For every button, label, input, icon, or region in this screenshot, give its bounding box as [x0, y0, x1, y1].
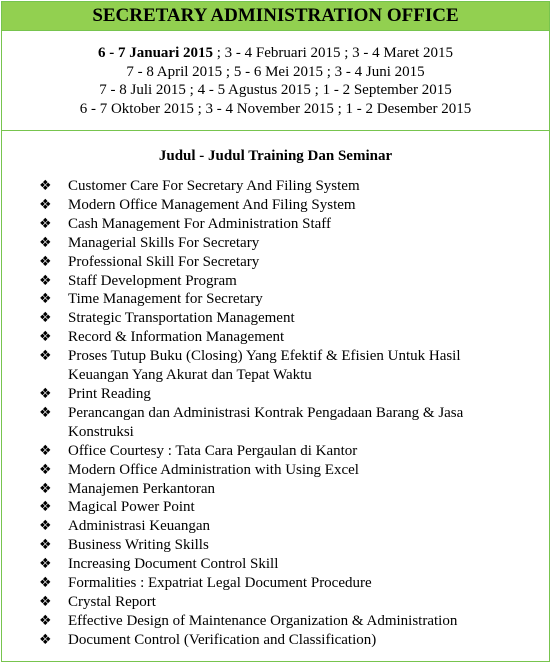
diamond-bullet-icon: ❖ — [39, 612, 52, 629]
list-item-label: Managerial Skills For Secretary — [68, 234, 260, 251]
diamond-bullet-icon: ❖ — [39, 329, 52, 346]
list-item — [39, 196, 509, 215]
list-item-label: Perancangan dan Administrasi Kontrak Pengadaan Barang & Jasa Konstruksi — [68, 404, 464, 440]
list-item — [39, 385, 509, 404]
diamond-bullet-icon: ❖ — [39, 442, 52, 459]
schedule-line: 7 - 8 Juli 2015 ; 4 - 5 Agustus 2015 ; 1 - 2 September 2015 — [99, 82, 452, 99]
list-item-label: Proses Tutup Buku (Closing) Yang Efektif & Efisien Untuk Hasil Keuangan Yang Akurat dan Tepat Waktu — [68, 348, 461, 384]
diamond-bullet-icon: ❖ — [39, 272, 52, 289]
list-item-label: Cash Management For Administration Staff — [68, 215, 332, 232]
list-item — [39, 309, 509, 328]
diamond-bullet-icon: ❖ — [39, 593, 52, 610]
schedule-dates — [2, 31, 549, 131]
list-item-label: Office Courtesy : Tata Cara Pergaulan di Kantor — [68, 442, 358, 459]
list-item — [39, 347, 509, 385]
list-item — [39, 574, 509, 593]
list-item-label: Record & Information Management — [68, 329, 285, 346]
diamond-bullet-icon: ❖ — [39, 518, 52, 535]
list-item-label: Administrasi Keuangan — [68, 518, 211, 535]
list-item — [39, 253, 509, 272]
list-item-label: Professional Skill For Secretary — [68, 253, 260, 270]
diamond-bullet-icon: ❖ — [39, 234, 52, 251]
list-item-label: Increasing Document Control Skill — [68, 556, 279, 573]
list-item — [39, 631, 509, 650]
list-item-label: Staff Development Program — [68, 272, 237, 289]
list-item-label: Document Control (Verification and Classification) — [68, 631, 377, 648]
list-item-label: Manajemen Perkantoran — [68, 480, 216, 497]
diamond-bullet-icon: ❖ — [39, 178, 52, 194]
list-item-label: Time Management for Secretary — [68, 291, 263, 308]
list-item — [39, 442, 509, 461]
diamond-bullet-icon: ❖ — [39, 385, 52, 402]
list-item — [39, 404, 509, 442]
list-item — [39, 612, 509, 631]
diamond-bullet-icon: ❖ — [39, 253, 52, 270]
list-item-label: Modern Office Management And Filing System — [68, 196, 356, 213]
schedule-line: 7 - 8 April 2015 ; 5 - 6 Mei 2015 ; 3 - 4 Juni 2015 — [126, 63, 425, 80]
diamond-bullet-icon: ❖ — [39, 348, 52, 365]
list-item-label: Crystal Report — [68, 593, 156, 610]
list-item-label: Print Reading — [68, 385, 151, 402]
list-item-label: Effective Design of Maintenance Organization & Administration — [68, 612, 458, 629]
diamond-bullet-icon: ❖ — [39, 291, 52, 308]
training-section — [2, 132, 549, 661]
diamond-bullet-icon: ❖ — [39, 537, 52, 554]
diamond-bullet-icon: ❖ — [39, 404, 52, 421]
diamond-bullet-icon: ❖ — [39, 631, 52, 648]
list-item — [39, 290, 509, 309]
page-title: SECRETARY ADMINISTRATION OFFICE — [2, 2, 549, 31]
list-item-label: Formalities : Expatriat Legal Document Procedure — [68, 575, 372, 592]
diamond-bullet-icon: ❖ — [39, 499, 52, 516]
diamond-bullet-icon: ❖ — [39, 461, 52, 478]
list-item-label: Customer Care For Secretary And Filing System — [68, 178, 360, 194]
diamond-bullet-icon: ❖ — [39, 575, 52, 592]
training-list — [39, 177, 509, 650]
list-item — [39, 536, 509, 555]
list-item — [39, 234, 509, 253]
list-item — [39, 177, 509, 196]
diamond-bullet-icon: ❖ — [39, 556, 52, 573]
list-item — [39, 272, 509, 291]
list-item — [39, 461, 509, 480]
course-table — [1, 1, 550, 662]
list-item-label: Magical Power Point — [68, 499, 195, 516]
list-item — [39, 480, 509, 499]
training-list-title: Judul - Judul Training Dan Seminar — [158, 148, 393, 164]
diamond-bullet-icon: ❖ — [39, 215, 52, 232]
list-item-label: Modern Office Administration with Using Excel — [68, 461, 359, 478]
list-item — [39, 517, 509, 536]
list-item-label: Business Writing Skills — [68, 537, 209, 554]
list-item — [39, 215, 509, 234]
diamond-bullet-icon: ❖ — [39, 196, 52, 213]
schedule-line: 6 - 7 Oktober 2015 ; 3 - 4 November 2015 ; 1 - 2 Desember 2015 — [79, 100, 472, 117]
list-item — [39, 593, 509, 612]
schedule-line: 6 - 7 Januari 2015 ; 3 - 4 Februari 2015 ; 3 - 4 Maret 2015 — [98, 45, 453, 61]
list-item — [39, 555, 509, 574]
diamond-bullet-icon: ❖ — [39, 310, 52, 327]
list-item — [39, 328, 509, 347]
list-item — [39, 498, 509, 517]
list-item-label: Strategic Transportation Management — [68, 310, 295, 327]
diamond-bullet-icon: ❖ — [39, 480, 52, 497]
